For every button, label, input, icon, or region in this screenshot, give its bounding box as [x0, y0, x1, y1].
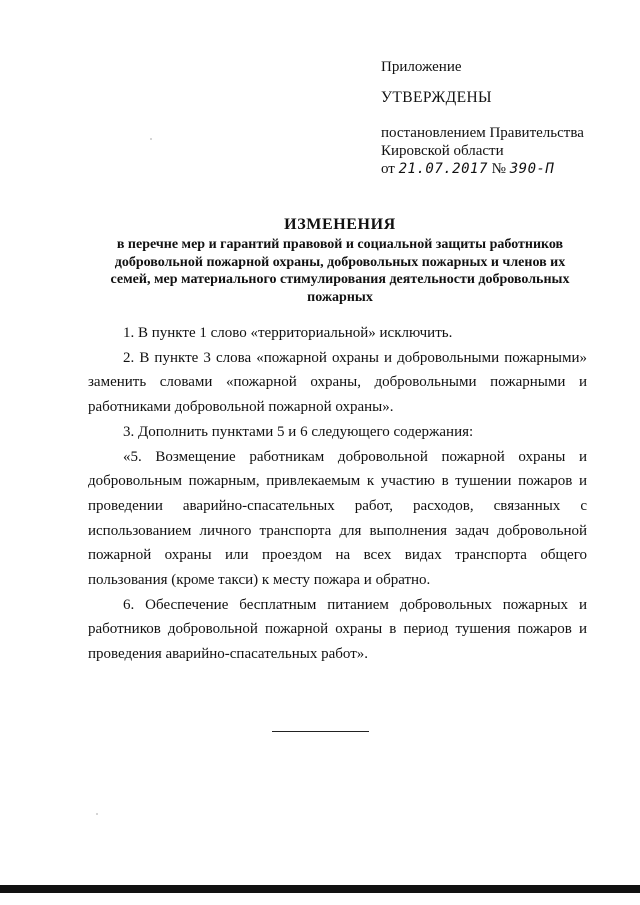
item-5-paragraph: «5. Возмещение работникам добровольной пожарной охраны и добровольным пожарным, привлекаемым к участию в тушении пожаров и проведении аварийно-спасательных работ, расходов, связанных с использованием личного транспорта для выполнения задач добровольной пожарной охраны или проездом на всех видах транспорта общего пользования (кроме такси) к месту пожара и обратно.: [88, 448, 587, 589]
decree-reference: [381, 124, 621, 178]
scan-border-bar: [0, 885, 640, 893]
handwritten-number: 390-П: [509, 161, 555, 177]
appendix-label: Приложение: [381, 59, 462, 75]
date-prefix: от: [381, 161, 395, 177]
item-6-paragraph: 6. Обеспечение бесплатным питанием добровольных пожарных и работников добровольной пожарной охраны в период тушения пожаров и проведения аварийно-спасательных работ».: [88, 596, 587, 663]
scan-speck: [96, 813, 98, 815]
title-subtitle-line: добровольной пожарной охраны, добровольных пожарных и членов их: [114, 254, 566, 270]
item-2-paragraph: 2. В пункте 3 слова «пожарной охраны и добровольными пожарными» заменить словами «пожарной охраны, добровольными пожарными и работниками добровольной пожарной охраны».: [88, 349, 587, 416]
decree-line: постановлением Правительства: [381, 125, 584, 141]
closing-rule: [272, 731, 369, 732]
item-3-paragraph: 3. Дополнить пунктами 5 и 6 следующего содержания:: [123, 423, 474, 440]
document-title: [80, 215, 600, 306]
title-subtitle-line: семей, мер материального стимулирования деятельности добровольных: [110, 272, 570, 287]
handwritten-date: 21.07.2017: [398, 161, 488, 177]
appendix-header: [381, 58, 621, 178]
scan-speck: [150, 138, 152, 140]
decree-line: Кировской области: [381, 143, 504, 159]
title-heading: ИЗМЕНЕНИЯ: [284, 216, 396, 233]
title-subtitle-line: в перечне мер и гарантий правовой и социальной защиты работников: [116, 237, 564, 252]
number-sign: №: [491, 161, 506, 177]
decree-date-line: [381, 160, 621, 178]
item-1-paragraph: 1. В пункте 1 слово «территориальной» исключить.: [123, 325, 453, 341]
title-subtitle-line: пожарных: [307, 289, 373, 305]
document-body: [88, 321, 587, 667]
approved-label: УТВЕРЖДЕНЫ: [381, 89, 492, 106]
